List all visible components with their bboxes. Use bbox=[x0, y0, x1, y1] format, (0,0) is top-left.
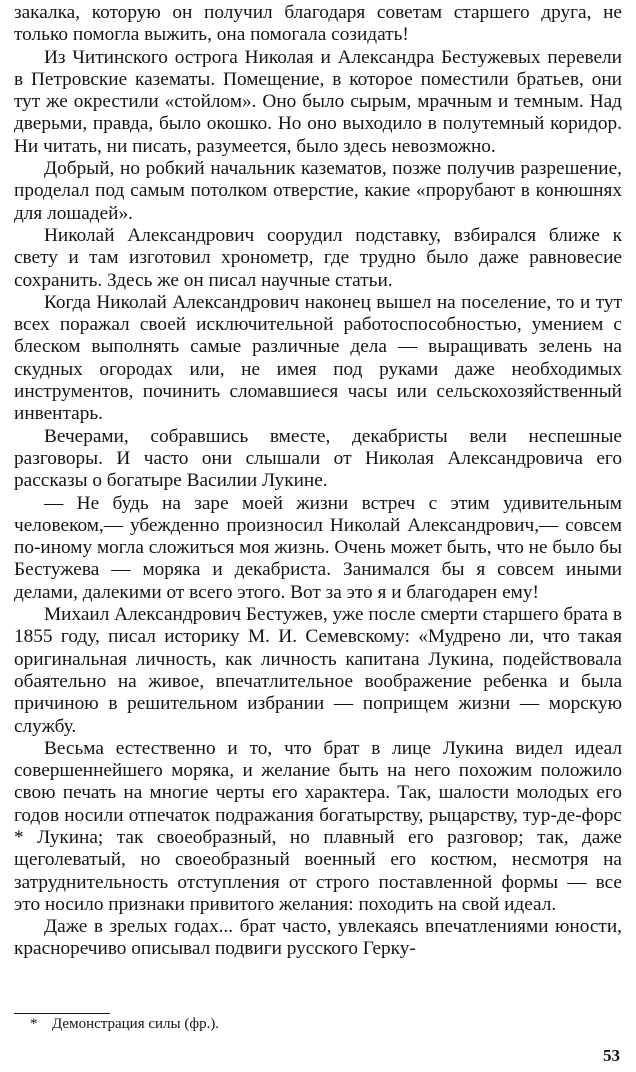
paragraph-continued: закалка, которую он получил благодаря советам старшего друга, не только помогла выжить, она помогала созидать! bbox=[14, 2, 622, 46]
page-number: 53 bbox=[603, 1046, 620, 1065]
footnote-text: Демонстрация силы (фр.). bbox=[52, 1016, 220, 1032]
paragraph-dialogue: — Не будь на заре моей жизни встреч с этим удивительным человеком,— убежденно произносил Николай Александрович,— совсем по-иному могла сложиться моя жизнь. Очень может быть, что не было бы Бестужева — моряка и декабриста. Занимался бы я совсем иными делами, далекими от всего этого. Вот за это я и благодарен ему! bbox=[14, 492, 622, 603]
paragraph: Весьма естественно и то, что брат в лице Лукина видел идеал совершеннейшего моряка, и желание быть на него похожим положило свою печать на многие черты его характера. Так, шалости молодых его годов носили отпечаток подражания богатырству, рыцарству, тур-де-форс * Лукина; так своеобразный, но плавный его разговор; так, даже щеголеватый, но своеобразный военный его костюм, несмотря на затруднительность отступления от строго поставленной формы — все это носило признаки привитого желания: походить на свой идеал. bbox=[14, 737, 622, 915]
paragraph: Из Читинского острога Николая и Александра Бестужевых перевели в Петровские казематы. Помещение, в которое поместили братьев, они тут же окрестили «стойлом». Оно было сырым, мрачным и темным. Над дверьми, правда, было окошко. Но оно выходило в полутемный коридор. Ни читать, ни писать, разумеется, было здесь невозможно. bbox=[14, 46, 622, 157]
paragraph: Даже в зрелых годах... брат часто, увлекаясь впечатлениями юности, красноречиво описывал подвиги русского Герку- bbox=[14, 916, 622, 960]
paragraph: Николай Александрович соорудил подставку, взбирался ближе к свету и там изготовил хронометр, где трудно было даже равновесие сохранить. Здесь же он писал научные статьи. bbox=[14, 224, 622, 291]
paragraph: Когда Николай Александрович наконец вышел на поселение, то и тут всех поражал своей исключительной работоспособностью, умением с блеском выполнять самые различные дела — выращивать зелень на скудных огородах или, не имея под руками даже необходимых инструментов, починить сломавшиеся часы или сельскохозяйственный инвентарь. bbox=[14, 291, 622, 425]
footnote-mark: * bbox=[30, 1016, 38, 1032]
footnote bbox=[30, 1015, 590, 1033]
main-text bbox=[14, 2, 622, 961]
paragraph: Вечерами, собравшись вместе, декабристы вели неспешные разговоры. И часто они слышали от Николая Александровича его рассказы о богатыре Василии Лукине. bbox=[14, 425, 622, 492]
footnote-divider bbox=[14, 1013, 110, 1014]
paragraph: Добрый, но робкий начальник казематов, позже получив разрешение, проделал под самым потолком отверстие, какие «прорубают в конюшнях для лошадей». bbox=[14, 158, 622, 224]
paragraph: Михаил Александрович Бестужев, уже после смерти старшего брата в 1855 году, писал историку М. И. Семевскому: «Мудрено ли, что такая оригинальная личность, как личность капитана Лукина, подействовала обаятельно на живое, впечатлительное воображение ребенка и была причиною в решительном избрании — поприщем жизни — морскую службу. bbox=[14, 604, 622, 737]
